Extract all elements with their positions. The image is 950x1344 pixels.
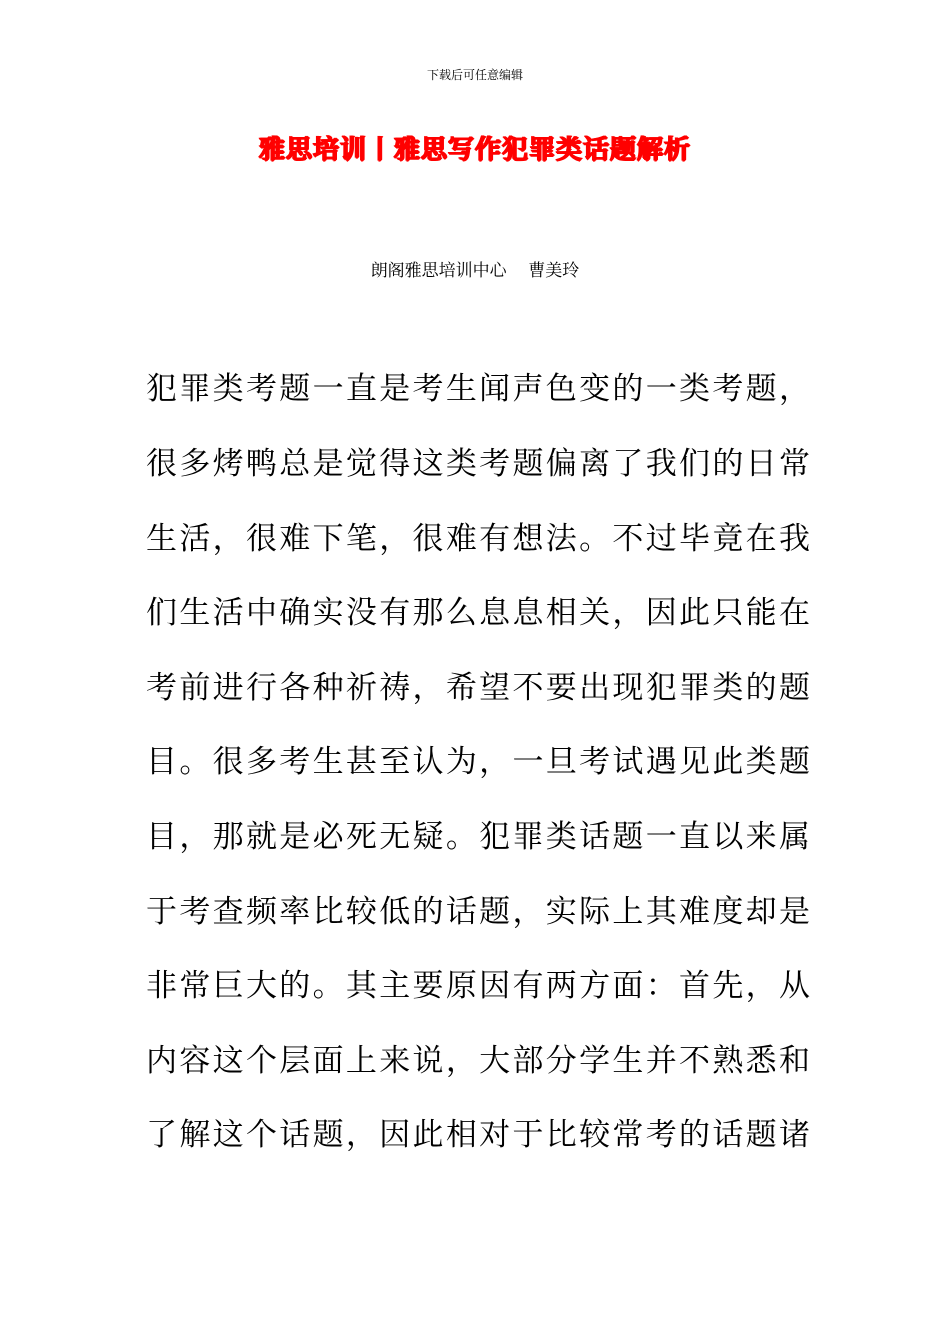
body-line: 犯罪类考题一直是考生闻声色变的一类考题， xyxy=(146,371,810,407)
body-line: 考前进行各种祈祷，希望不要出现犯罪类的题 xyxy=(146,670,810,706)
body-line: 非常巨大的。其主要原因有两方面：首先，从 xyxy=(146,968,810,1004)
body-line: 目，那就是必死无疑。犯罪类话题一直以来属 xyxy=(146,819,810,855)
body-line: 内容这个层面上来说，大部分学生并不熟悉和 xyxy=(146,1043,810,1079)
document-title: 雅思培训丨雅思写作犯罪类话题解析 xyxy=(258,135,691,165)
body-line: 于考查频率比较低的话题，实际上其难度却是 xyxy=(146,894,810,930)
body-line: 了解这个话题，因此相对于比较常考的话题诸 xyxy=(146,1117,810,1153)
body-line: 们生活中确实没有那么息息相关，因此只能在 xyxy=(146,595,810,631)
header-note: 下载后可任意编辑 xyxy=(426,68,523,82)
body-line: 目。很多考生甚至认为，一旦考试遇见此类题 xyxy=(146,744,810,780)
author-byline: 朗阁雅思培训中心 曹美玲 xyxy=(370,261,580,281)
body-line: 很多烤鸭总是觉得这类考题偏离了我们的日常 xyxy=(146,446,810,482)
body-line: 生活，很难下笔，很难有想法。不过毕竟在我 xyxy=(146,521,810,557)
